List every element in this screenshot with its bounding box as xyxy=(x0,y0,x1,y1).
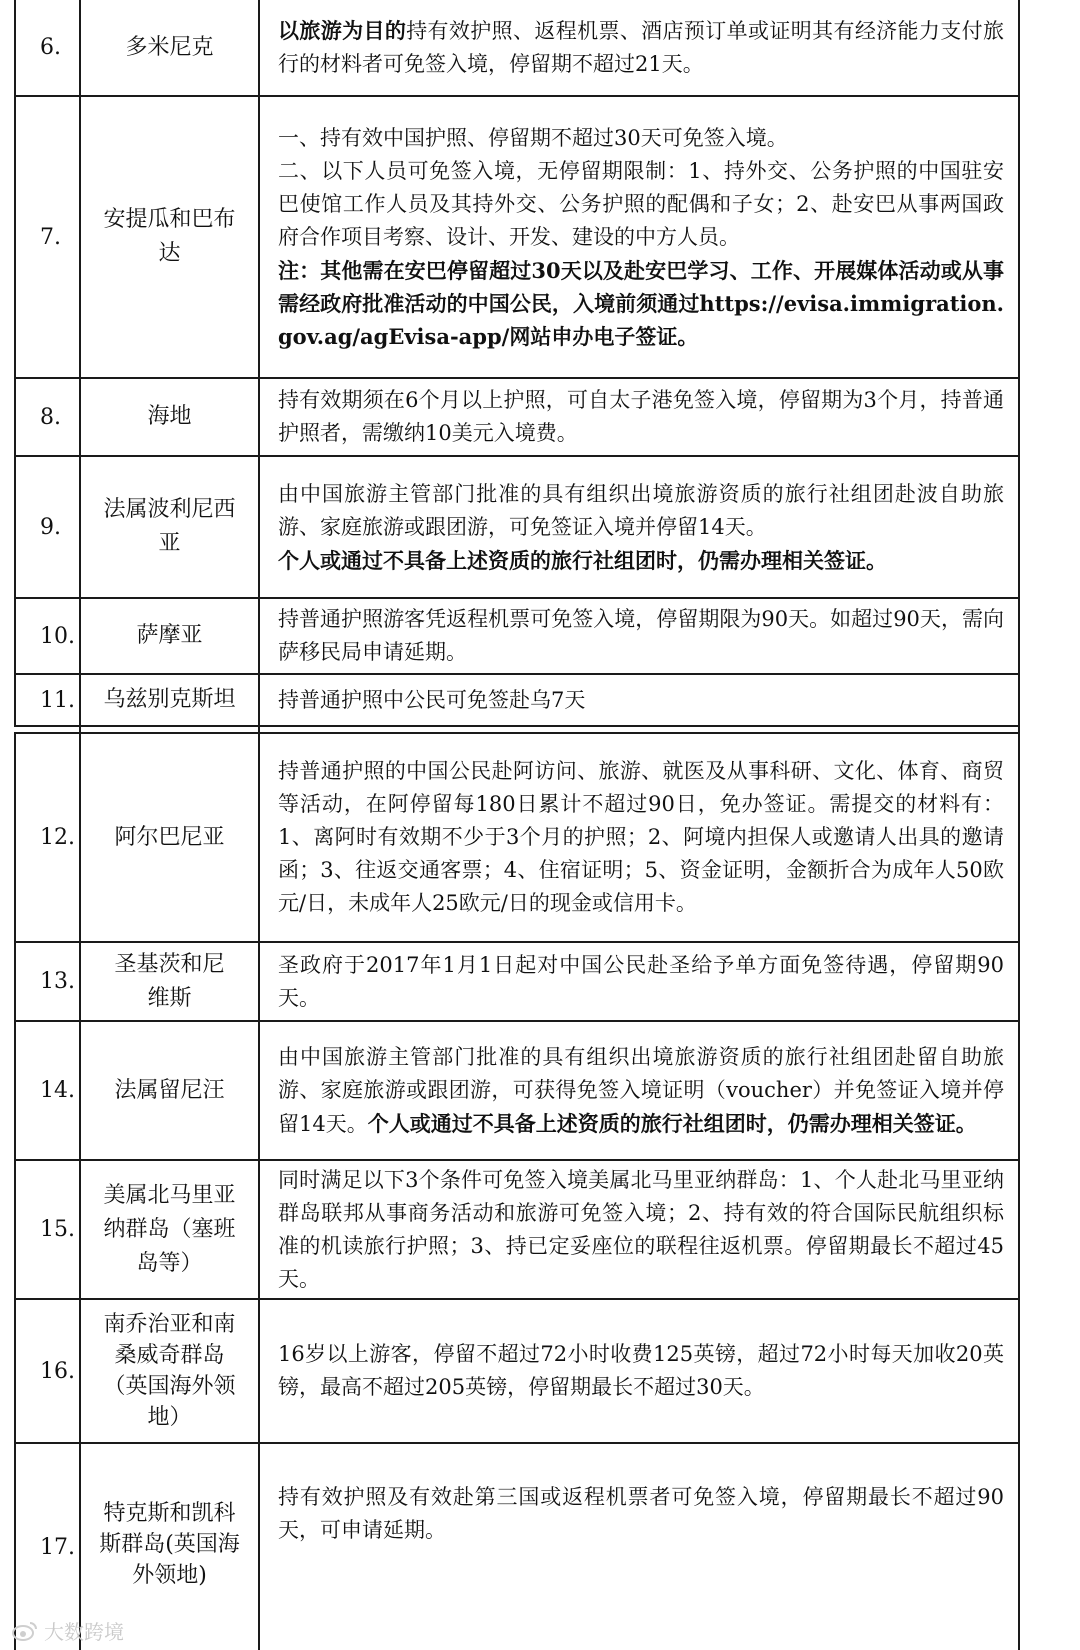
row-number: 6. xyxy=(40,35,61,60)
policy-text xyxy=(260,1022,1018,1159)
policy-text: 持普通护照的中国公民赴阿访问、旅游、就医及从事科研、文化、体育、商贸等活动，在阿停留每180日累计不超过90日，免办签证。需提交的材料有：1、离阿时有效期不少于3个月的护照；2、阿境内担保人或邀请人出具的邀请函；3、往返交通客票；4、住宿证明；5、资金证明，金额折合为成年人50欧元/日，未成年人25欧元/日的现金或信用卡。 xyxy=(278,759,1004,915)
policy-body: 由中国旅游主管部门批准的具有组织出境旅游资质的旅行社组团赴留自助旅游、家庭旅游或跟团游，可获得免签入境证明（voucher）并免签证入境并停留14天。 xyxy=(278,1044,1004,1136)
policy-paragraph-1: 一、持有效中国护照、停留期不超过30天可免签入境。 xyxy=(278,125,788,150)
policy-text xyxy=(260,457,1018,597)
row-number: 11. xyxy=(40,687,75,713)
policy-text: 圣政府于2017年1月1日起对中国公民赴圣给予单方面免签待遇，停留期90天。 xyxy=(278,952,1004,1010)
policy-text: 同时满足以下3个条件可免签入境美属北马里亚纳群岛：1、个人赴北马里亚纳群岛联邦从事商务活动和旅游可免签入境；2、持有效的符合国际民航组织标准的机读旅行护照；3、持已定妥座位的联程往返机票。停留期最长不超过45天。 xyxy=(278,1167,1004,1291)
country-name: 南乔治亚和南桑威奇群岛（英国海外领地） xyxy=(103,1312,236,1430)
country-name: 萨摩亚 xyxy=(136,623,203,648)
country-name: 法属留尼汪 xyxy=(114,1077,225,1103)
row-number: 7. xyxy=(40,224,61,250)
row-number: 17. xyxy=(40,1534,75,1560)
policy-text xyxy=(260,97,1018,377)
policy-paragraph-2: 二、以下人员可免签入境，无停留期限制：1、持外交、公务护照的中国驻安巴使馆工作人员及其持外交、公务护照的配偶和子女；2、赴安巴从事两国政府合作项目考察、设计、开发、建设的中方人员。 xyxy=(278,158,1004,249)
row-number: 10. xyxy=(40,623,75,649)
row-number: 9. xyxy=(40,514,61,540)
policy-bold-tail: 个人或通过不具备上述资质的旅行社组团时，仍需办理相关签证。 xyxy=(367,1110,977,1136)
country-name: 阿尔巴尼亚 xyxy=(114,824,225,850)
row-number: 15. xyxy=(40,1217,75,1242)
policy-body: 由中国旅游主管部门批准的具有组织出境旅游资质的旅行社组团赴波自助旅游、家庭旅游或跟团游，可免签证入境并停留14天。 xyxy=(278,481,1004,539)
policy-text: 持有效期须在6个月以上护照，可自太子港免签入境，停留期为3个月，持普通护照者，需缴纳10美元入境费。 xyxy=(278,388,1004,445)
row-number: 14. xyxy=(40,1078,75,1103)
country-name: 法属波利尼西亚 xyxy=(103,497,236,556)
row-number: 13. xyxy=(40,969,75,994)
row-divider xyxy=(14,725,1020,727)
policy-note: 注：其他需在安巴停留超过30天以及赴安巴学习、工作、开展媒体活动或从事需经政府批准活动的中国公民，入境前须通过https://evisa.immigration.gov.ag/agEvisa-app/网站申办电子签证。 xyxy=(278,257,1004,349)
policy-body: 持有效护照、返程机票、酒店预订单或证明其有经济能力支付旅行的材料者可免签入境，停留期不超过21天。 xyxy=(278,19,1005,76)
country-name: 海地 xyxy=(147,404,192,429)
country-name: 多米尼克 xyxy=(125,34,214,60)
country-name: 特克斯和凯科斯群岛(英国海外领地) xyxy=(99,1500,240,1588)
row-number: 8. xyxy=(40,404,61,430)
policy-bold-tail: 个人或通过不具备上述资质的旅行社组团时，仍需办理相关签证。 xyxy=(278,547,887,573)
country-name: 安提瓜和巴布达 xyxy=(103,207,236,266)
policy-bold-lead: 以旅游为目的 xyxy=(278,18,407,43)
policy-text: 持有效护照及有效赴第三国或返程机票者可免签入境，停留期最长不超过90天，可申请延期。 xyxy=(278,1485,1004,1542)
country-name: 圣基茨和尼维斯 xyxy=(114,951,225,1011)
country-name: 乌兹别克斯坦 xyxy=(103,687,236,712)
table-border-right xyxy=(1018,0,1020,1650)
policy-text xyxy=(260,0,1018,95)
weibo-logo-icon xyxy=(12,1620,38,1642)
policy-text: 持普通护照中公民可免签赴乌7天 xyxy=(278,687,586,712)
policy-text: 持普通护照游客凭返程机票可免签入境，停留期限为90天。如超过90天，需向萨移民局申请延期。 xyxy=(278,607,1004,664)
watermark xyxy=(12,1616,124,1645)
country-name: 美属北马里亚纳群岛（塞班岛等） xyxy=(103,1182,236,1276)
policy-text: 16岁以上游客，停留不超过72小时收费125英镑，超过72小时每天加收20英镑，最高不超过205英镑，停留期最长不超过30天。 xyxy=(278,1342,1004,1399)
watermark-text: 大数跨境 xyxy=(44,1620,124,1644)
row-number: 16. xyxy=(40,1358,75,1384)
row-number: 12. xyxy=(40,825,75,850)
